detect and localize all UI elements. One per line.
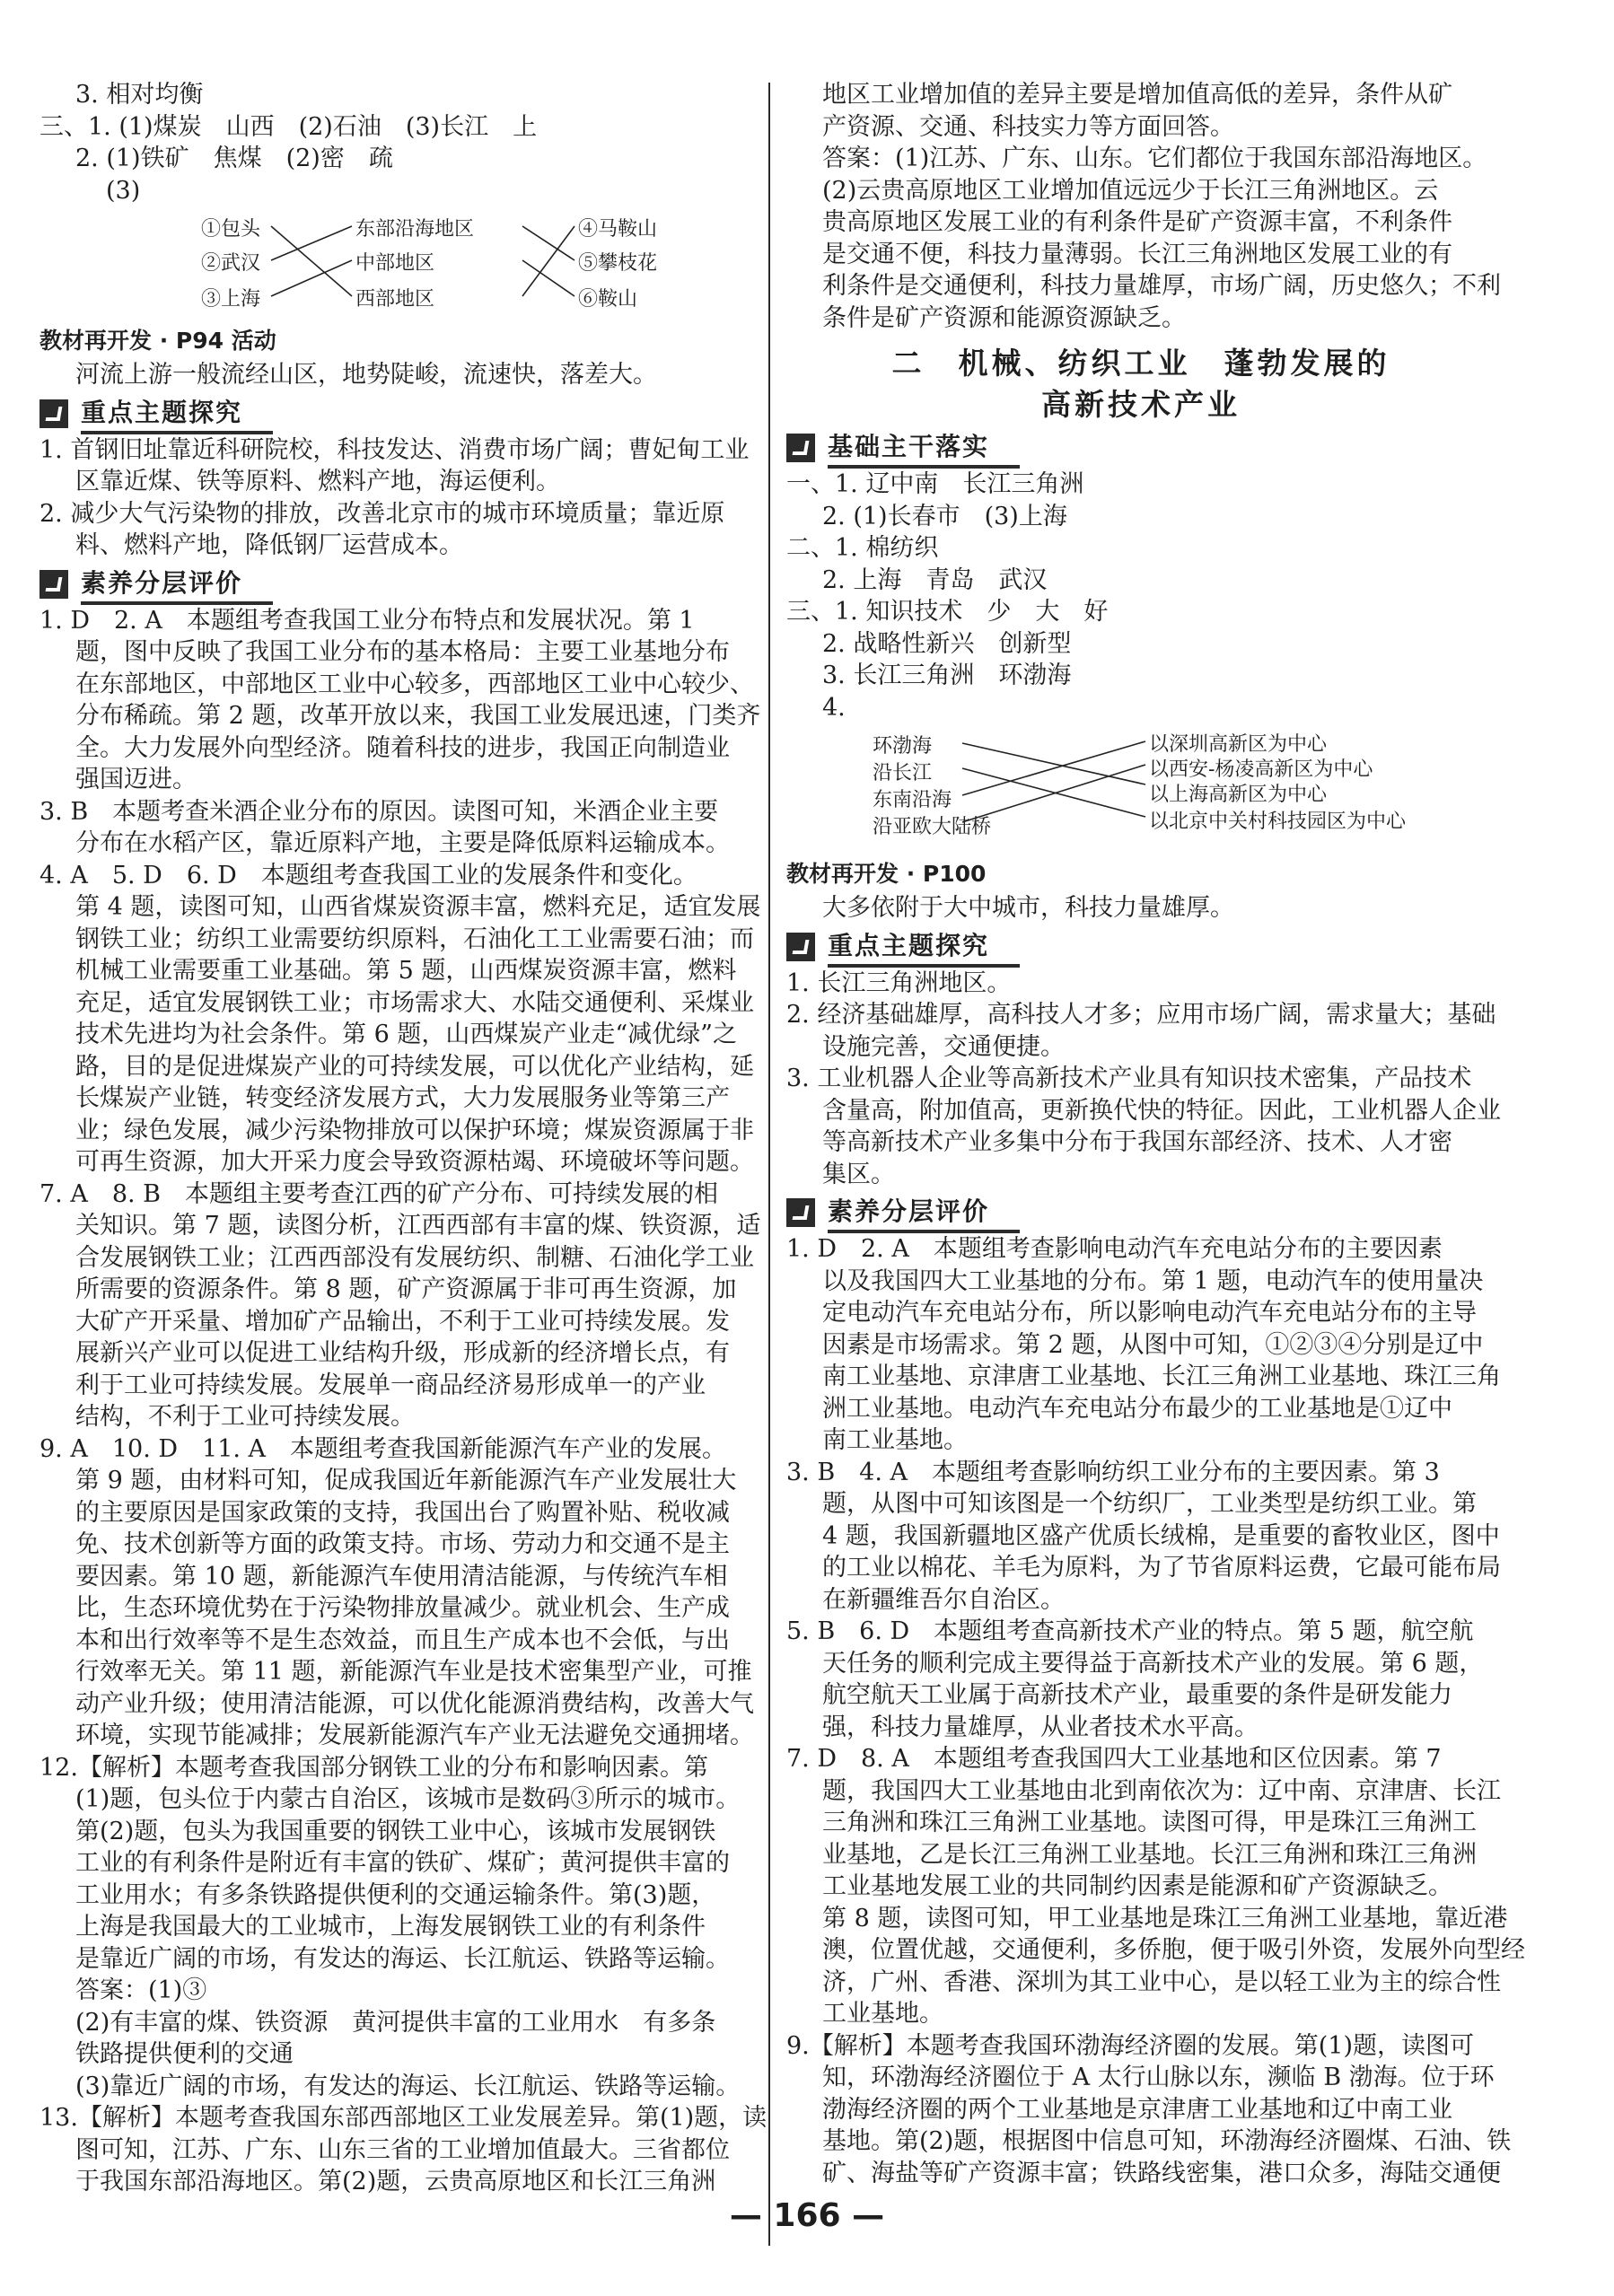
text-line: 3. B 4. A 本题组考查影响纺织工业分布的主要因素。第 3: [786, 1458, 1440, 1486]
text-line: 本和出行效率等不是生态效益，而且生产成本也不会低，与出: [75, 1626, 730, 1654]
text-line: 钢铁工业；纺织工业需要纺织原料，石油化工工业需要石油；而: [75, 925, 754, 953]
column-divider: [768, 83, 770, 2246]
belt-label: 沿亚欧大陆桥: [873, 816, 992, 838]
belt-label: 环渤海: [873, 735, 933, 758]
text-line: 业；绿色发展，减少污染物排放可以保护环境；煤炭资源属于非: [75, 1116, 754, 1144]
matching-diagram-hightech: [786, 723, 1496, 856]
focus-answers: [786, 968, 1501, 1191]
text-line: 含量高，附加值高，更新换代快的特征。因此，工业机器人企业: [822, 1096, 1501, 1125]
text-line: 可再生资源，加大开采力度会导致资源枯竭、环境破坏等问题。: [75, 1148, 754, 1176]
textbook-redevelopment-label: 教材再开发 · P100: [786, 861, 987, 887]
text-line: 地区工业增加值的差异主要是增加值高低的差异，条件从矿: [822, 81, 1452, 109]
text-line: (3)靠近广阔的市场，有发达的海运、长江航运、铁路等运输。: [75, 2072, 741, 2100]
text-line: 4 题，我国新疆地区盛产优质长绒棉，是重要的畜牧业区，图中: [822, 1521, 1500, 1550]
text-line: 1. 首钢旧址靠近科研院校，科技发达、消费市场广阔；曹妃甸工业: [39, 435, 750, 464]
text-line: 在新疆维吾尔自治区。: [822, 1585, 1065, 1614]
text-line: 2. (1)铁矿 焦煤 (2)密 疏: [75, 145, 393, 172]
text-line: 上海是我国最大的工业城市，上海发展钢铁工业的有利条件: [75, 1913, 706, 1941]
text-line: 行效率无关。第 11 题，新能源汽车业是技术密集型产业，可推: [75, 1658, 752, 1686]
city-label: ⑥鞍山: [578, 288, 638, 311]
text-line: 澳，位置优越，交通便利，多侨胞，便于吸引外资，发展外向型经: [822, 1936, 1525, 1964]
section-arrow-icon: [39, 570, 68, 599]
text-line: 料、燃料产地，降低钢厂运营成本。: [75, 531, 463, 559]
text-line: 7. A 8. B 本题组主要考查江西的矿产分布、可持续发展的相: [39, 1179, 719, 1208]
text-line: 合发展钢铁工业；江西西部没有发展纺织、制糖、石油化学工业: [75, 1243, 754, 1272]
text-line: 动产业升级；使用清洁能源，可以优化能源消费结构，改善大气: [75, 1689, 754, 1718]
text-line: 的主要原因是国家政策的支持，我国出台了购置补贴、税收减: [75, 1498, 730, 1527]
text-line: 工业用水；有多条铁路提供便利的交通运输条件。第(3)题，: [75, 1880, 716, 1909]
textbook-redevelopment-label: 教材再开发 · P94 活动: [39, 328, 276, 354]
text-line: 3. 长江三角洲 环渤海: [822, 662, 1072, 689]
text-line: 关知识。第 7 题，读图分析，江西西部有丰富的煤、铁资源，适: [75, 1212, 761, 1240]
center-label: 以上海高新区为中心: [1149, 784, 1328, 806]
text-line: 3. 相对均衡: [75, 81, 204, 109]
text-line: 1. D 2. A 本题组考查影响电动汽车充电站分布的主要因素: [786, 1235, 1443, 1263]
text-line: 矿、海盐等矿产资源丰富；铁路线密集，港口众多，海陆交通便: [822, 2159, 1501, 2187]
text-line: 技术先进均为社会条件。第 6 题，山西煤炭产业走“减优绿”之: [75, 1021, 737, 1048]
section-arrow-icon: [786, 434, 815, 462]
text-line: 的工业以棉花、羊毛为原料，为了节省原料运费，它最可能布局: [822, 1554, 1501, 1582]
text-line: 工业基地。: [822, 2000, 943, 2028]
text-line: 航空航天工业属于高新技术产业，最重要的条件是研发能力: [822, 1681, 1452, 1709]
text-line: 3. 工业机器人企业等高新技术产业具有知识技术密集，产品技术: [786, 1065, 1472, 1092]
text-line: 基地。第(2)题，根据图中信息可知，环渤海经济圈煤、石油、铁: [822, 2127, 1512, 2155]
text-line: 免、技术创新等方面的政策支持。市场、劳动力和交通不是主: [75, 1530, 730, 1558]
text-line: 是靠近广阔的市场，有发达的海运、长江航运、铁路等运输。: [75, 1944, 730, 1973]
text-line: 2. (1)长春市 (3)上海: [822, 502, 1067, 530]
text-line: 2. 上海 青岛 武汉: [822, 565, 1048, 594]
text-line: 集区。: [822, 1160, 895, 1188]
text-line: 大多依附于大中城市，科技力量雄厚。: [822, 894, 1234, 922]
text-line: (2)有丰富的煤、铁资源 黄河提供丰富的工业用水 有多条: [75, 2008, 716, 2037]
text-line: 三角洲和珠江三角洲工业基地。读图可得，甲是珠江三角洲工: [822, 1809, 1477, 1836]
text-line: 三、1. (1)煤炭 山西 (2)石油 (3)长江 上: [39, 112, 538, 141]
section-heading-focus: 重点主题探究: [786, 928, 1496, 966]
text-line: 产资源、交通、科技实力等方面回答。: [822, 112, 1234, 141]
text-line: 利于工业可持续发展。发展单一商品经济易形成单一的产业: [75, 1371, 706, 1399]
text-line: 是交通不便，科技力量薄弱。长江三角洲地区发展工业的有: [822, 240, 1452, 268]
text-line: 7. D 8. A 本题组考查我国四大工业基地和区位因素。第 7: [786, 1745, 1442, 1773]
text-line: 二、1. 棉纺织: [786, 534, 939, 562]
text-line: 2. 减少大气污染物的排放，改善北京市的城市环境质量；靠近原: [39, 499, 725, 528]
text-line: 机械工业需要重工业基础。第 5 题，山西煤炭资源丰富，燃料: [75, 957, 737, 985]
text-line: 大矿产开采量、增加矿产品输出，不利于工业可持续发展。发: [75, 1307, 730, 1336]
city-label: ⑤攀枝花: [578, 252, 658, 275]
text-line: 天任务的顺利完成主要得益于高新技术产业的发展。第 6 题，: [822, 1649, 1484, 1678]
text-line: 分布在水稻产区，靠近原料产地，主要是降低原料运输成本。: [75, 829, 730, 857]
text-line: 4.: [822, 693, 846, 722]
text-line: 9. A 10. D 11. A 本题组考查我国新能源汽车产业的发展。: [39, 1434, 727, 1463]
text-line: 济，广州、香港、深圳为其工业中心，是以轻工业为主的综合性: [822, 1967, 1501, 1996]
text-line: 结构，不利于工业可持续发展。: [75, 1403, 415, 1431]
region-label: 中部地区: [355, 252, 435, 275]
text-line: 利条件是交通便利，科技力量雄厚，市场广阔，历史悠久；不利: [822, 272, 1501, 300]
belt-label: 沿长江: [873, 762, 933, 784]
text-line: 三、1. 知识技术 少 大 好: [786, 598, 1109, 626]
text-line: 2. 战略性新兴 创新型: [822, 629, 1072, 658]
text-line: 工业的有利条件是附近有丰富的铁矿、煤矿；黄河提供丰富的: [75, 1849, 730, 1877]
text-line: 设施完善，交通便捷。: [822, 1032, 1065, 1061]
text-line: 洲工业基地。电动汽车充电站分布最少的工业基地是①辽中: [822, 1394, 1452, 1423]
section-arrow-icon: [786, 933, 815, 961]
text-line: (1)题，包头位于内蒙古自治区，该城市是数码③所示的城市。: [75, 1785, 741, 1813]
text-line: 河流上游一般流经山区，地势陡峻，流速快，落差大。: [75, 361, 657, 389]
text-line: 12.【解析】本题考查我国部分钢铁工业的分布和影响因素。第: [39, 1753, 708, 1782]
text-line: 强，科技力量雄厚，从业者技术水平高。: [822, 1713, 1259, 1741]
text-line: 第 8 题，读图可知，甲工业基地是珠江三角洲工业基地，靠近港: [822, 1904, 1508, 1932]
text-line: 在东部地区，中部地区工业中心较多，西部地区工业中心较少、: [75, 670, 754, 698]
text-line: 一、1. 辽中南 长江三角洲: [786, 470, 1084, 498]
text-line: 条件是矿产资源和能源资源缺乏。: [822, 303, 1186, 332]
text-line: (3): [106, 176, 141, 205]
right-column: [786, 79, 1525, 2189]
text-line: 题，我国四大工业基地由北到南依次为：辽中南、京津唐、长江: [822, 1776, 1501, 1805]
text-line: 3. B 本题考查米酒企业分布的原因。读图可知，米酒企业主要: [39, 797, 719, 826]
page-number: — 166 —: [729, 2197, 885, 2234]
text-line: 答案：(1)③: [75, 1976, 207, 2004]
text-line: 知，环渤海经济圈位于 A 太行山脉以东，濒临 B 渤海。位于环: [822, 2064, 1495, 2091]
text-line: 答案：(1)江苏、广东、山东。它们都位于我国东部沿海地区。: [822, 145, 1487, 172]
section-heading-basic: 基础主干落实: [786, 429, 1496, 467]
text-line: 题，图中反映了我国工业分布的基本格局：主要工业基地分布: [75, 638, 730, 666]
text-line: 1. 长江三角洲地区。: [786, 968, 1012, 997]
text-line: 强国迈进。: [75, 766, 197, 793]
section-heading-eval: 素养分层评价: [786, 1194, 1496, 1231]
text-line: 9.【解析】本题考查我国环渤海经济圈的发展。第(1)题，读图可: [786, 2031, 1475, 2060]
text-line: 贵高原地区发展工业的有利条件是矿产资源丰富，不利条件: [822, 208, 1452, 236]
text-line: 路，目的是促进煤炭产业的可持续发展，可以优化产业结构，延: [75, 1052, 754, 1081]
text-line: 要因素。第 10 题，新能源汽车使用清洁能源，与传统汽车相: [75, 1562, 728, 1591]
text-line: 于我国东部沿海地区。第(2)题，云贵高原地区和长江三角洲: [75, 2168, 716, 2195]
city-label: ③上海: [201, 288, 261, 311]
text-line: 充足，适宜发展钢铁工业；市场需求大、水陆交通便利、采煤业: [75, 988, 754, 1017]
text-line: 渤海经济圈的两个工业基地是京津唐工业基地和辽中南工业: [822, 2095, 1452, 2124]
center-label: 以西安-杨凌高新区为中心: [1149, 758, 1373, 781]
text-line: 1. D 2. A 本题组考查我国工业分布特点和发展状况。第 1: [39, 606, 695, 635]
region-label: 东部沿海地区: [355, 218, 475, 241]
text-line: 展新兴产业可以促进工业结构升级，形成新的经济增长点，有: [75, 1339, 730, 1367]
text-line: 5. B 6. D 本题组考查高新技术产业的特点。第 5 题，航空航: [786, 1617, 1474, 1645]
center-label: 以深圳高新区为中心: [1149, 733, 1328, 756]
chapter-title: 高新技术产业: [1041, 387, 1241, 422]
matching-diagram-steel: [39, 206, 758, 323]
text-line: 所需要的资源条件。第 8 题，矿产资源属于非可再生资源，加: [75, 1275, 737, 1303]
section-heading-eval: 素养分层评价: [39, 565, 758, 603]
city-label: ②武汉: [201, 252, 261, 275]
eval-answers: [39, 605, 768, 2198]
text-line: 以及我国四大工业基地的分布。第 1 题，电动汽车的使用量决: [822, 1266, 1484, 1295]
section-arrow-icon: [39, 399, 68, 428]
text-line: 南工业基地。: [822, 1426, 968, 1454]
text-line: 13.【解析】本题考查我国东部西部地区工业发展差异。第(1)题，读: [39, 2104, 768, 2132]
text-line: 业基地，乙是长江三角洲工业基地。长江三角洲和珠江三角洲: [822, 1840, 1477, 1869]
text-line: 4. A 5. D 6. D 本题组考查我国工业的发展条件和变化。: [39, 861, 697, 889]
left-column: [39, 79, 768, 2198]
text-line: 图可知，江苏、广东、山东三省的工业增加值最大。三省都位: [75, 2135, 730, 2164]
text-line: 分布稀疏。第 2 题，改革开放以来，我国工业发展迅速，门类齐: [75, 702, 761, 730]
text-line: 长煤炭产业链，转变经济发展方式，大力发展服务业等第三产: [75, 1084, 730, 1112]
chapter-title: 二 机械、纺织工业 蓬勃发展的: [891, 346, 1390, 381]
text-line: 定电动汽车充电站分布，所以影响电动汽车充电站分布的主导: [822, 1299, 1477, 1327]
text-line: 因素是市场需求。第 2 题，从图中可知，①②③④分别是辽中: [822, 1330, 1484, 1359]
city-label: ④马鞍山: [578, 218, 658, 241]
eval-answers: [786, 1233, 1525, 2189]
text-line: 铁路提供便利的交通: [75, 2040, 294, 2068]
text-line: 区靠近煤、铁等原料、燃料产地，海运便利。: [75, 468, 560, 495]
center-label: 以北京中关村科技园区为中心: [1149, 811, 1407, 833]
text-line: 比，生态环境优势在于污染物排放量减少。就业机会、生产成: [75, 1594, 730, 1622]
text-line: 第 4 题，读图可知，山西省煤炭资源丰富，燃料充足，适宜发展: [75, 893, 761, 921]
region-label: 西部地区: [355, 288, 435, 311]
section-heading-focus: 重点主题探究: [39, 395, 758, 433]
belt-label: 东南沿海: [873, 789, 952, 811]
section-arrow-icon: [786, 1198, 815, 1227]
text-line: 2. 经济基础雄厚，高科技人才多；应用市场广阔，需求量大；基础: [786, 1001, 1496, 1029]
text-line: 题，从图中可知该图是一个纺织厂，工业类型是纺织工业。第: [822, 1490, 1477, 1518]
text-line: 工业基地发展工业的共同制约因素是能源和矿产资源缺乏。: [822, 1872, 1452, 1900]
text-line: 南工业基地、京津唐工业基地、长江三角洲工业基地、珠江三角: [822, 1363, 1501, 1390]
text-line: (2)云贵高原地区工业增加值远远少于长江三角洲地区。云: [822, 176, 1439, 205]
text-line: 等高新技术产业多集中分布于我国东部经济、技术、人才密: [822, 1128, 1452, 1156]
city-label: ①包头: [201, 218, 261, 241]
text-line: 全。大力发展外向型经济。随着科技的进步，我国正向制造业: [75, 733, 730, 762]
text-line: 第 9 题，由材料可知，促成我国近年新能源汽车产业发展壮大: [75, 1467, 737, 1494]
text-line: 第(2)题，包头为我国重要的钢铁工业中心，该城市发展钢铁: [75, 1817, 716, 1845]
text-line: 环境，实现节能减排；发展新能源汽车产业无法避免交通拥堵。: [75, 1722, 754, 1749]
